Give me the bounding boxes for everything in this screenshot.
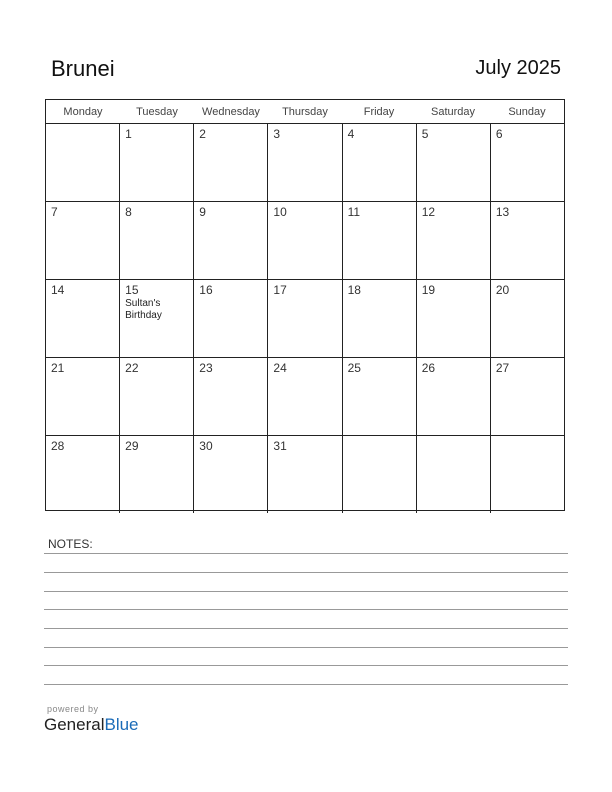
day-number: 21: [51, 361, 65, 375]
weekday-thursday: Thursday: [282, 106, 328, 118]
country-title: Brunei: [51, 56, 115, 81]
day-cell: [417, 124, 491, 201]
day-number: 3: [273, 127, 281, 141]
day-cell: [343, 280, 417, 357]
day-number: 16: [199, 283, 213, 297]
weekday-header-row: [46, 100, 564, 124]
weekday-sunday: Sunday: [508, 106, 546, 118]
weekday-tuesday: Tuesday: [136, 106, 178, 118]
day-number: 30: [199, 439, 213, 453]
day-number: 4: [347, 127, 355, 141]
day-number: 24: [273, 361, 287, 375]
day-cell: [120, 280, 194, 357]
week-row: [46, 280, 564, 358]
day-cell: [120, 202, 194, 279]
day-cell: [194, 280, 268, 357]
day-cell: [491, 124, 564, 201]
day-cell: [194, 436, 268, 513]
generalblue-logo: [44, 704, 139, 735]
day-cell: [491, 280, 564, 357]
day-cell: [194, 358, 268, 435]
week-row: [46, 436, 564, 513]
note-line: [44, 553, 568, 554]
day-cell: [268, 358, 342, 435]
calendar-grid: [45, 99, 565, 511]
holiday-label: Sultan's Birthday: [125, 298, 162, 321]
day-number: 29: [125, 439, 139, 453]
day-cell: [417, 202, 491, 279]
day-cell: [194, 124, 268, 201]
day-cell: [120, 358, 194, 435]
day-cell: [491, 358, 564, 435]
day-number: 19: [421, 283, 436, 297]
weekday-monday: Monday: [63, 106, 103, 118]
day-number: 28: [51, 439, 65, 453]
day-number: 12: [421, 205, 436, 219]
week-row: [46, 358, 564, 436]
day-number: 5: [421, 127, 429, 141]
note-line: [44, 665, 568, 666]
day-cell: [268, 280, 342, 357]
weekday-wednesday: Wednesday: [202, 106, 260, 118]
day-cell: [343, 124, 417, 201]
day-cell: [417, 358, 491, 435]
day-number: 8: [125, 205, 132, 219]
note-line: [44, 591, 568, 592]
day-number: 17: [273, 283, 287, 297]
day-cell: [491, 436, 564, 513]
day-cell: [343, 202, 417, 279]
day-cell: [268, 124, 342, 201]
weekday-friday: Friday: [363, 106, 395, 118]
day-number: 13: [495, 205, 510, 219]
note-line: [44, 609, 568, 610]
note-line: [44, 647, 568, 648]
day-number: 18: [347, 283, 361, 297]
day-number: 1: [125, 127, 132, 141]
day-number: 27: [495, 361, 510, 375]
day-cell: [417, 280, 491, 357]
note-line: [44, 684, 568, 685]
day-number: 22: [125, 361, 139, 375]
day-cell: [46, 436, 120, 513]
day-number: 31: [273, 439, 287, 453]
day-cell: [343, 358, 417, 435]
day-number: 11: [347, 205, 361, 219]
day-cell: [268, 436, 342, 513]
day-cell: [491, 202, 564, 279]
day-cell: [46, 358, 120, 435]
day-cell: [46, 124, 120, 201]
day-cell: [46, 280, 120, 357]
month-year-title: July 2025: [475, 57, 561, 79]
weekday-saturday: Saturday: [430, 106, 476, 118]
week-row: [46, 124, 564, 202]
day-number: 20: [495, 283, 510, 297]
note-line: [44, 628, 568, 629]
week-row: [46, 202, 564, 280]
day-cell: [343, 436, 417, 513]
day-number: 23: [199, 361, 213, 375]
brand-general: General: [44, 715, 105, 734]
day-cell: [120, 124, 194, 201]
day-cell: [194, 202, 268, 279]
day-number: 9: [199, 205, 206, 219]
day-cell: [46, 202, 120, 279]
day-number: 7: [51, 205, 58, 219]
day-number: 14: [51, 283, 65, 297]
note-line: [44, 572, 568, 573]
day-number: 26: [421, 361, 436, 375]
day-number: 2: [199, 127, 206, 141]
day-number: 15: [125, 283, 139, 297]
day-cell: [417, 436, 491, 513]
notes-label: NOTES:: [48, 537, 93, 551]
brand-blue: Blue: [104, 715, 139, 734]
brand-name: [44, 715, 139, 735]
powered-by-text: powered by: [47, 704, 99, 714]
day-number: 10: [273, 205, 287, 219]
day-number: 25: [347, 361, 361, 375]
day-cell: [120, 436, 194, 513]
day-number: 6: [495, 127, 503, 141]
day-cell: [268, 202, 342, 279]
